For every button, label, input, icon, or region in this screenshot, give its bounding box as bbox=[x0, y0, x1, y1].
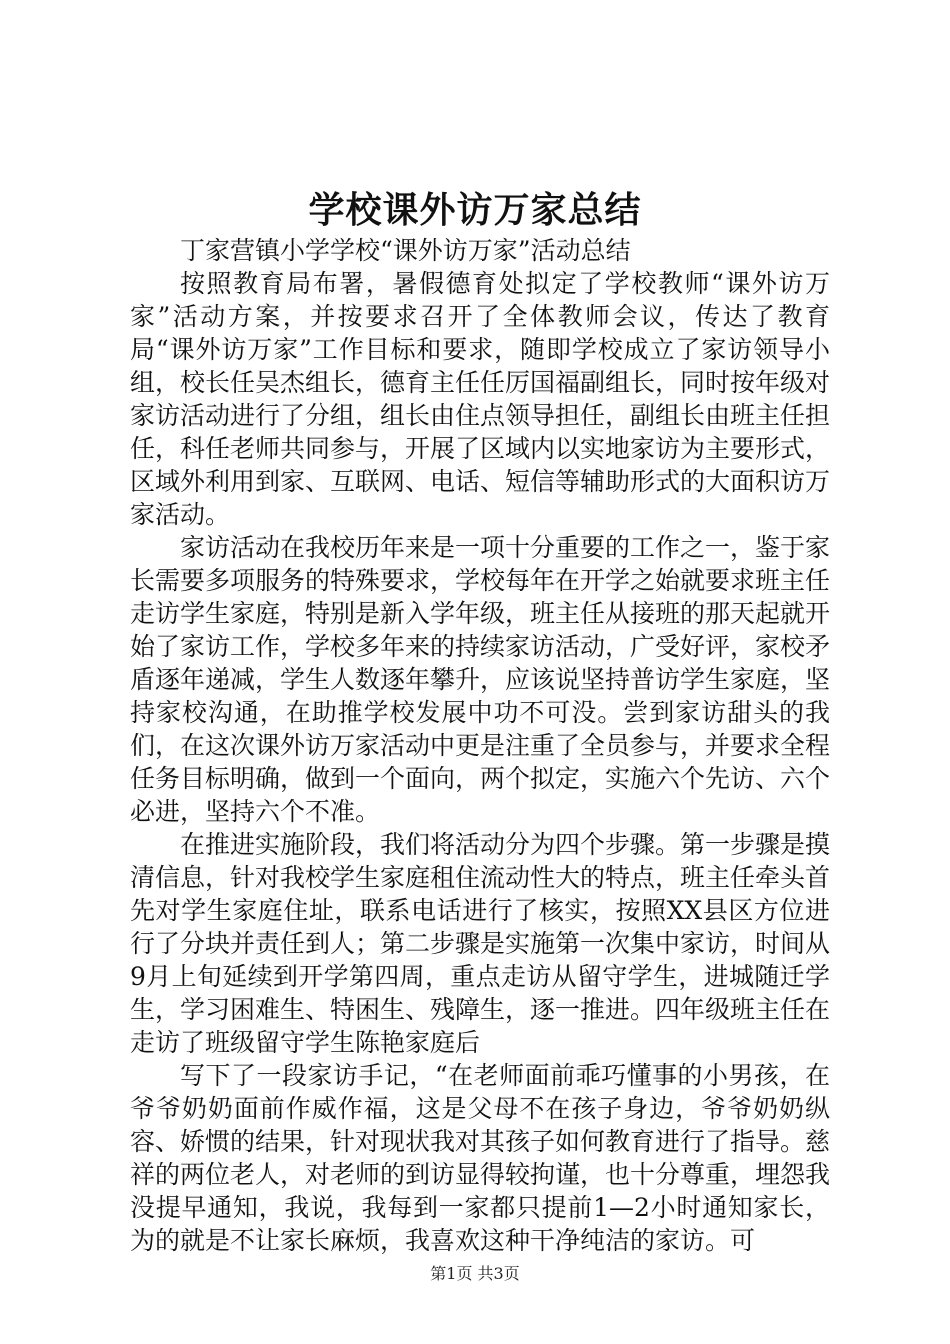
document-title: 学校课外访万家总结 bbox=[308, 189, 642, 231]
body-paragraph: 按照教育局布署，暑假德育处拟定了学校教师“课外访万家”活动方案，并按要求召开了全体教师会议，传达了教育局“课外访万家”工作目标和要求，随即学校成立了家访领导小组，校长任吴杰组长，德育主任任厉国福副组长，同时按年级对家访活动进行了分组，组长由住点领导担任，副组长由班主任担任，科任老师共同参与，开展了区域内以实地家访为主要形式，区域外利用到家、互联网、电话、短信等辅助形式的大面积访万家活动。 bbox=[130, 269, 831, 529]
document-body bbox=[130, 234, 830, 1257]
body-paragraph: 家访活动在我校历年来是一项十分重要的工作之一，鉴于家长需要多项服务的特殊要求，学校每年在开学之始就要求班主任走访学生家庭，特别是新入学年级，班主任从接班的那天起就开始了家访工作，学校多年来的持续家访活动，广受好评，家校矛盾逐年递减，学生人数逐年攀升，应该说坚持普访学生家庭，坚持家校沟通，在助推学校发展中功不可没。尝到家访甜头的我们，在这次课外访万家活动中更是注重了全员参与，并要求全程任务目标明确，做到一个面向，两个拟定，实施六个先访、六个必进，坚持六个不准。 bbox=[130, 533, 831, 826]
body-paragraph: 写下了一段家访手记，“在老师面前乖巧懂事的小男孩，在爷爷奶奶面前作威作福，这是父母不在孩子身边，爷爷奶奶纵容、娇惯的结果，针对现状我对其孩子如何教育进行了指导。慈祥的两位老人，对老师的到访显得较拘谨，也十分尊重，埋怨我没提早通知，我说，我每到一家都只提前1—2小时通知家长，为的就是不让家长麻烦，我喜欢这种干净纯洁的家访。可 bbox=[130, 1061, 831, 1255]
page-number-footer: 第1页 共3页 bbox=[430, 1264, 520, 1283]
body-paragraph: 在推进实施阶段，我们将活动分为四个步骤。第一步骤是摸清信息，针对我校学生家庭租住流动性大的特点，班主任牵头首先对学生家庭住址，联系电话进行了核实，按照XX县区方位进行了分块并责任到人；第二步骤是实施第一次集中家访，时间从9月上旬延续到开学第四周，重点走访从留守学生，进城随迁学生，学习困难生、特困生、残障生，逐一推进。四年级班主任在走访了班级留守学生陈艳家庭后 bbox=[130, 830, 831, 1057]
subtitle-paragraph: 丁家营镇小学学校“课外访万家”活动总结 bbox=[180, 236, 631, 265]
